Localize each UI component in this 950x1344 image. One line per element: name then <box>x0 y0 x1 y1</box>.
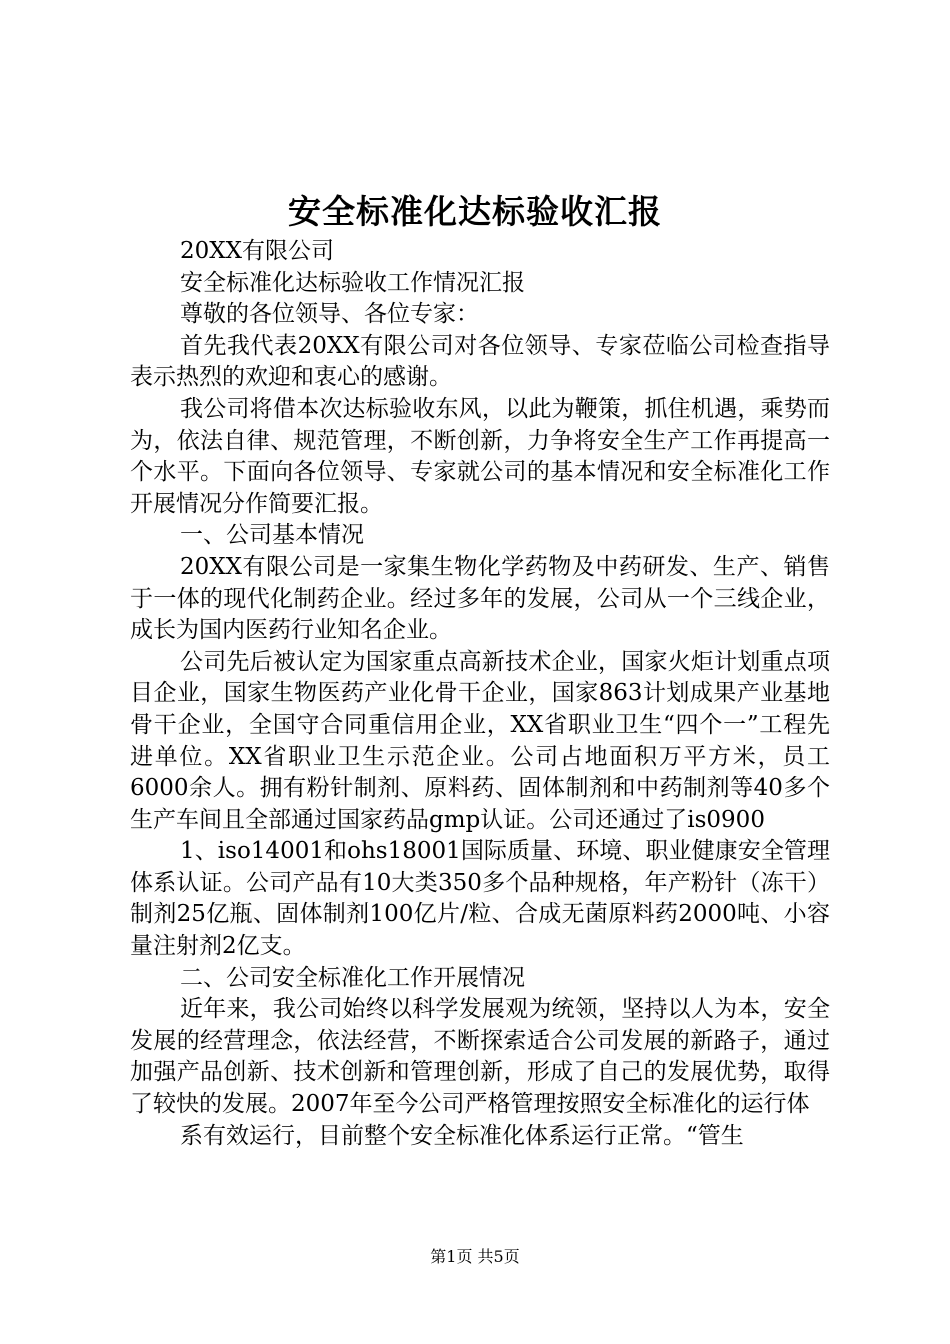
section-heading: 二、公司安全标准化工作开展情况 <box>180 964 525 991</box>
paragraph: 近年来，我公司始终以科学发展观为统领，坚持以人为本，安全发展的经营理念，依法经营，不断探索适合公司发展的新路子，通过加强产品创新、技术创新和管理创新，形成了自己的发展优势，取得了较快的发展。2007年至今公司严格管理按照安全标准化的运行体 <box>130 996 830 1118</box>
paragraph: 首先我代表20XX有限公司对各位领导、专家莅临公司检查指导表示热烈的欢迎和衷心的感谢。 <box>130 332 830 391</box>
paragraph: 安全标准化达标验收工作情况汇报 <box>180 269 525 296</box>
paragraph: 20XX有限公司 <box>180 238 335 264</box>
paragraph: 公司先后被认定为国家重点高新技术企业，国家火炬计划重点项目企业，国家生物医药产业化骨干企业，国家863计划成果产业基地骨干企业，全国守合同重信用企业，XX省职业卫生“四个一”工程先进单位。XX省职业卫生示范企业。公司占地面积万平方米，员工6000余人。拥有粉针制剂、原料药、固体制剂和中药制剂等40多个生产车间且全部通过国家药品gmp认证。公司还通过了is0900 <box>130 648 830 833</box>
paragraph: 我公司将借本次达标验收东风，以此为鞭策，抓住机遇，乘势而为，依法自律、规范管理，不断创新，力争将安全生产工作再提高一个水平。下面向各位领导、专家就公司的基本情况和安全标准化工作开展情况分作简要汇报。 <box>130 395 830 517</box>
document-body <box>130 236 830 1152</box>
page-footer: 第1页 共5页 <box>430 1247 520 1266</box>
paragraph: 20XX有限公司是一家集生物化学药物及中药研发、生产、销售于一体的现代化制药企业。经过多年的发展，公司从一个三线企业，成长为国内医药行业知名企业。 <box>130 553 830 644</box>
paragraph: 1、iso14001和ohs18001国际质量、环境、职业健康安全管理体系认证。公司产品有10大类350多个品种规格，年产粉针（冻干）制剂25亿瓶、固体制剂100亿片/粒、合成无菌原料药2000吨、小容量注射剂2亿支。 <box>130 838 830 960</box>
document-title: 安全标准化达标验收汇报 <box>288 192 662 231</box>
paragraph: 系有效运行，目前整个安全标准化体系运行正常。“管生 <box>180 1122 744 1149</box>
section-heading: 一、公司基本情况 <box>180 522 364 549</box>
paragraph: 尊敬的各位领导、各位专家： <box>180 301 479 328</box>
